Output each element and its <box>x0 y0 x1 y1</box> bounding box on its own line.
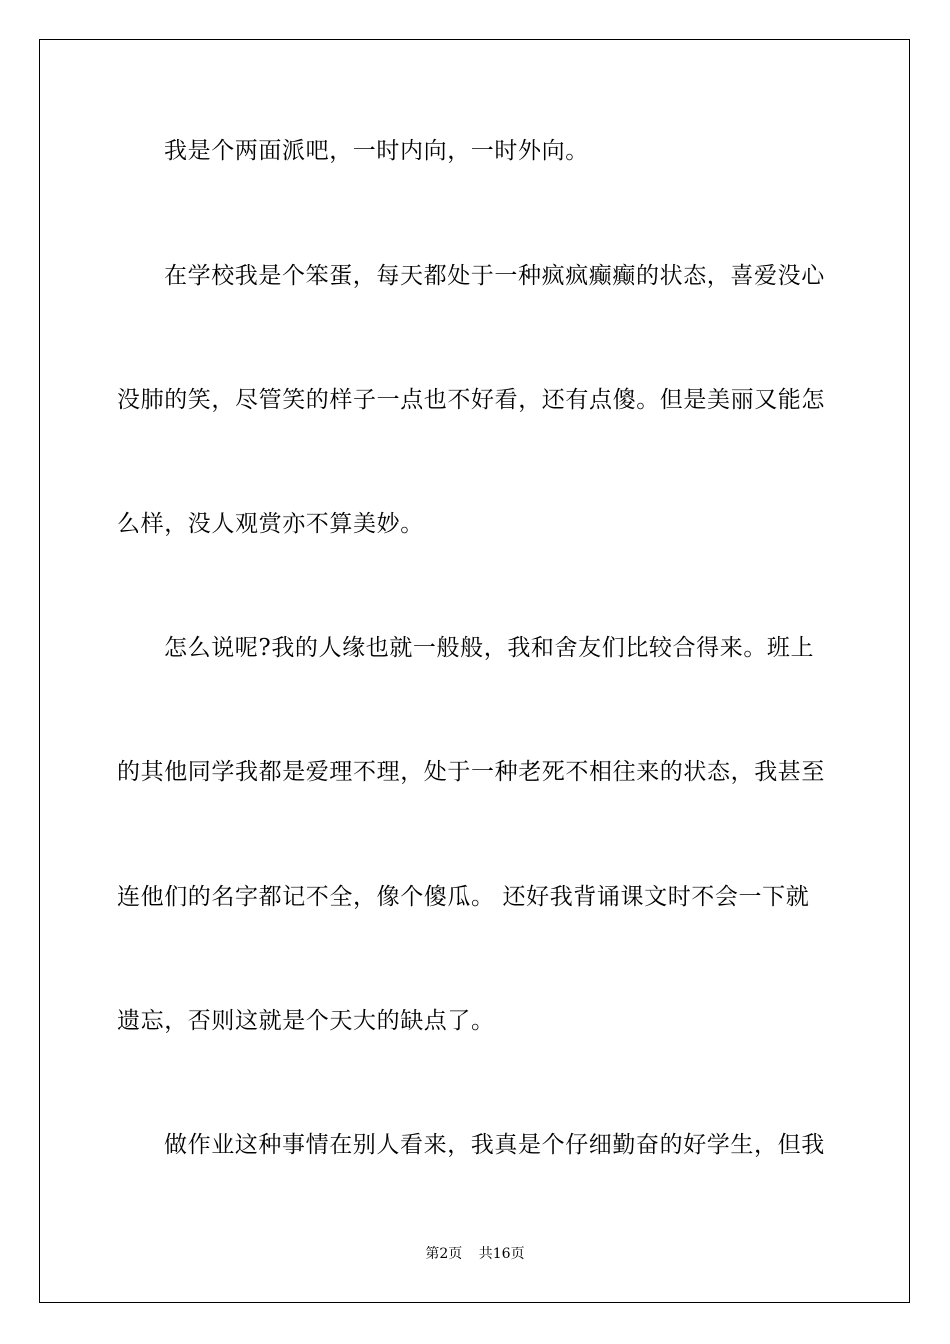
paragraph-line: 在学校我是个笨蛋，每天都处于一种疯疯癫癫的状态，喜爱没心 <box>164 263 825 289</box>
paragraph-line: 怎么说呢?我的人缘也就一般般，我和舍友们比较合得来。班上 <box>164 635 815 661</box>
paragraph-line: 没肺的笑，尽管笑的样子一点也不好看，还有点傻。但是美丽又能怎 <box>117 387 825 413</box>
page-total: 共16页 <box>478 1246 525 1262</box>
paragraph-line: 我是个两面派吧，一时内向，一时外向。 <box>164 138 589 164</box>
paragraph-line: 连他们的名字都记不全，像个傻瓜。 还好我背诵课文时不会一下就 <box>117 884 810 910</box>
page-number: 第2页 <box>425 1246 463 1262</box>
page-border <box>39 39 910 1303</box>
paragraph-line: 遗忘，否则这就是个天大的缺点了。 <box>117 1008 495 1034</box>
paragraph-line: 做作业这种事情在别人看来，我真是个仔细勤奋的好学生，但我 <box>164 1132 825 1158</box>
page-footer <box>0 1244 950 1264</box>
paragraph-line: 的其他同学我都是爱理不理，处于一种老死不相往来的状态，我甚至 <box>117 759 825 785</box>
paragraph-line: 么样，没人观赏亦不算美妙。 <box>117 511 424 537</box>
